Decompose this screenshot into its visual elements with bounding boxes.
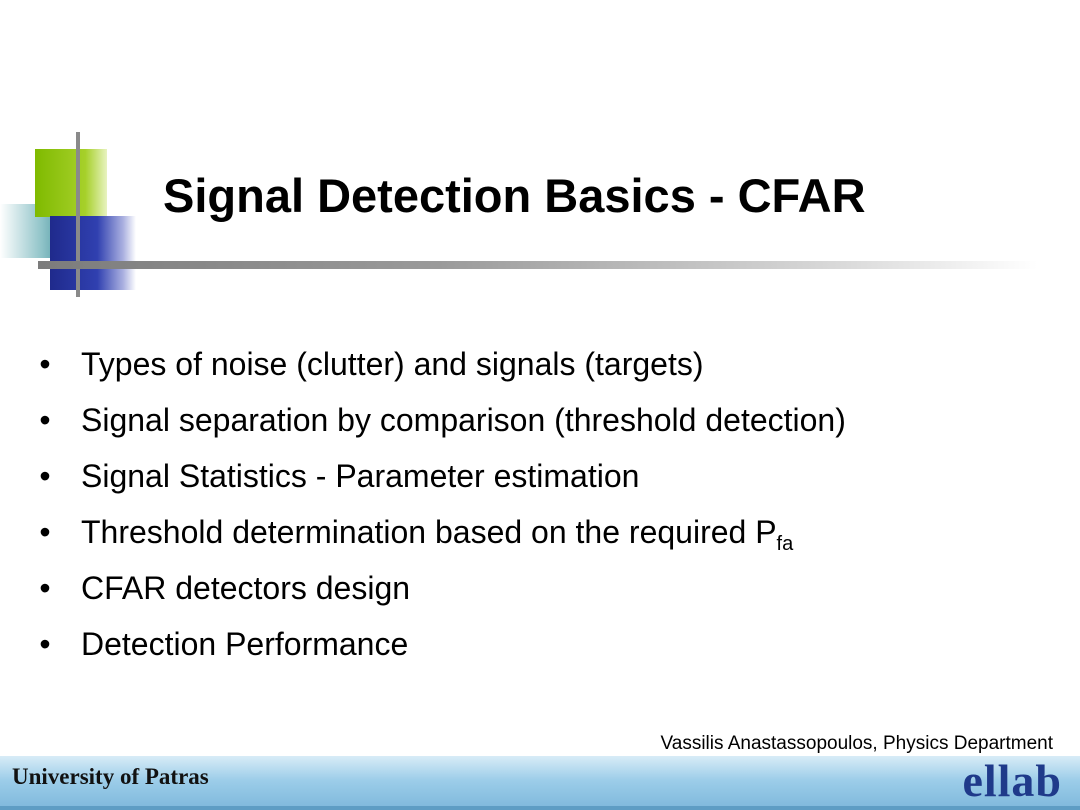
- bullet-text: Types of noise (clutter) and signals (targets): [81, 346, 704, 382]
- bullet-text: Threshold determination based on the required P: [81, 514, 777, 550]
- bullet-dot: •: [39, 514, 51, 550]
- bullet-dot: •: [39, 570, 51, 606]
- bullet-text: Detection Performance: [81, 626, 409, 662]
- bullet-dot: •: [39, 402, 51, 438]
- university-name: University of Patras: [12, 764, 209, 789]
- bullet-dot: •: [39, 346, 51, 382]
- bullet-text: Signal separation by comparison (threshold detection): [81, 402, 846, 438]
- author-credit: Vassilis Anastassopoulos, Physics Department: [660, 733, 1053, 754]
- decor-vertical-line: [76, 132, 80, 297]
- ellab-logo: ellab: [962, 755, 1062, 806]
- bullet-dot: •: [39, 458, 51, 494]
- bullet-dot: •: [39, 626, 51, 662]
- subscript-fa: fa: [776, 533, 794, 555]
- decor-blue-square: [50, 216, 136, 290]
- decor-green-square: [35, 149, 107, 217]
- bullet-text: Signal Statistics - Parameter estimation: [81, 458, 640, 494]
- title-underline: [38, 261, 1038, 269]
- bullet-text: CFAR detectors design: [81, 570, 411, 606]
- slide-title: Signal Detection Basics - CFAR: [163, 169, 866, 222]
- bullet-text-with-subscript: [81, 514, 793, 556]
- footer-bar: [0, 756, 1080, 810]
